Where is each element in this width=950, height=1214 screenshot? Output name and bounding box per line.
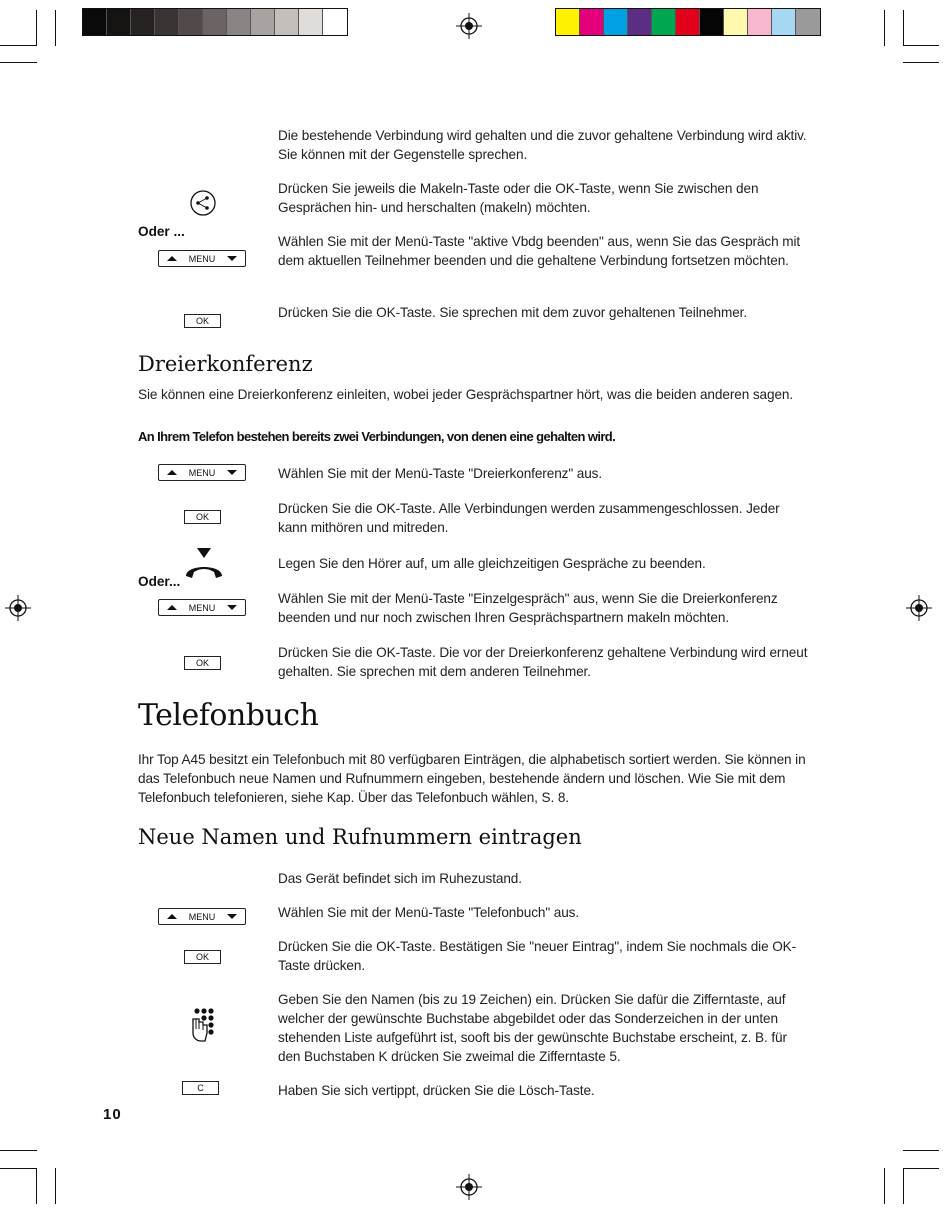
c-key-button: C xyxy=(182,1081,219,1095)
gray-swatch xyxy=(155,9,179,35)
registration-mark-icon xyxy=(456,13,482,39)
paragraph-telefonbuch-intro: Ihr Top A45 besitzt ein Telefonbuch mit 80 verfügbaren Einträgen, die alphabetisch sortiert werden. Sie können in das Telefonbuch neue Namen und Rufnummern eingeben, bestehende ändern und löschen. Wie Sie mit dem Telefonbuch telefonieren, siehe Kap. Über das Telefonbuch wählen, S. 8. xyxy=(138,752,806,805)
menu-key-button xyxy=(158,599,246,616)
step-neue-delete: Haben Sie sich vertippt, drücken Sie die Lösch-Taste. xyxy=(278,1083,595,1098)
page-number: 10 xyxy=(103,1106,122,1123)
gray-swatch xyxy=(107,9,131,35)
paragraph-dreier-condition: An Ihrem Telefon bestehen bereits zwei Verbindungen, von denen eine gehalten wird. xyxy=(138,429,616,444)
menu-key-label: MENU xyxy=(188,467,216,478)
process-swatch xyxy=(724,9,748,35)
paragraph-connection-active: Die bestehende Verbindung wird gehalten und die zuvor gehaltene Verbindung wird aktiv. Sie können mit der Gegenstelle sprechen. xyxy=(278,128,807,162)
step-neue-ok: Drücken Sie die OK-Taste. Bestätigen Sie "neuer Eintrag", indem Sie nochmals die OK-Taste drücken. xyxy=(278,939,797,973)
step-neue-ruhe: Das Gerät befindet sich im Ruhezustand. xyxy=(278,871,522,886)
arrow-up-icon xyxy=(167,470,177,475)
process-swatch xyxy=(652,9,676,35)
registration-mark-icon xyxy=(456,1174,482,1200)
gray-swatch xyxy=(299,9,323,35)
registration-mark-icon xyxy=(5,595,31,621)
step-neue-name: Geben Sie den Namen (bis zu 19 Zeichen) ein. Drücken Sie dafür die Zifferntaste, auf welcher der gewünschte Buchstabe abgebildet oder das Sonderzeichen in der unten stehenden Liste aufgeführt ist, sooft bis der gewünschte Buchstabe erscheint, z. B. für den Buchstaben K drücken Sie zweimal die Zifferntaste 5. xyxy=(278,992,787,1064)
paragraph-dreier-intro: Sie können eine Dreierkonferenz einleiten, wobei jeder Gesprächspartner hört, was die beiden anderen sagen. xyxy=(138,387,794,402)
registration-mark-icon xyxy=(906,595,932,621)
step-neue-menu: Wählen Sie mit der Menü-Taste "Telefonbuch" aus. xyxy=(278,905,580,920)
process-swatch xyxy=(580,9,604,35)
arrow-down-icon xyxy=(227,256,237,261)
oder-label: Oder... xyxy=(138,574,181,589)
menu-key-label: MENU xyxy=(188,911,216,922)
arrow-down-icon xyxy=(227,470,237,475)
process-swatch xyxy=(748,9,772,35)
step-dreier-hangup: Legen Sie den Hörer auf, um alle gleichzeitigen Gespräche zu beenden. xyxy=(278,556,706,571)
arrow-up-icon xyxy=(167,605,177,610)
process-swatch xyxy=(628,9,652,35)
gray-swatch xyxy=(275,9,299,35)
gray-swatch xyxy=(203,9,227,35)
step-dreier-einzel: Wählen Sie mit der Menü-Taste "Einzelgespräch" aus, wenn Sie die Dreierkonferenz beenden und nur noch zwischen Ihren Gesprächspartnern makeln möchten. xyxy=(278,591,778,625)
process-swatch xyxy=(796,9,820,35)
gray-swatch xyxy=(83,9,107,35)
step-dreier-select: Wählen Sie mit der Menü-Taste "Dreierkonferenz" aus. xyxy=(278,466,603,481)
gray-swatch xyxy=(179,9,203,35)
arrow-up-icon xyxy=(167,256,177,261)
gray-swatch xyxy=(227,9,251,35)
process-swatch xyxy=(556,9,580,35)
heading-telefonbuch: Telefonbuch xyxy=(138,698,319,733)
oder-label: Oder ... xyxy=(138,224,185,239)
arrow-down-icon xyxy=(227,914,237,919)
step-dreier-ok-end: Drücken Sie die OK-Taste. Die vor der Dreierkonferenz gehaltene Verbindung wird erneut gehalten. Sie sprechen mit dem anderen Teilnehmer. xyxy=(278,645,808,679)
process-swatch xyxy=(700,9,724,35)
process-swatch xyxy=(676,9,700,35)
menu-key-label: MENU xyxy=(188,253,216,264)
paragraph-makeln: Drücken Sie jeweils die Makeln-Taste oder die OK-Taste, wenn Sie zwischen den Gesprächen hin- und herschalten (makeln) möchten. xyxy=(278,181,759,215)
handset-hangup-icon xyxy=(182,546,226,582)
makeln-icon xyxy=(190,190,216,216)
heading-neue-namen: Neue Namen und Rufnummern eintragen xyxy=(138,825,582,849)
heading-dreierkonferenz: Dreierkonferenz xyxy=(138,352,313,376)
arrow-up-icon xyxy=(167,914,177,919)
gray-swatch xyxy=(251,9,275,35)
grayscale-color-bar xyxy=(82,8,348,36)
ok-key-button: OK xyxy=(184,510,221,524)
menu-key-label: MENU xyxy=(188,602,216,613)
process-color-bar xyxy=(555,8,821,36)
menu-key-button xyxy=(158,464,246,481)
gray-swatch xyxy=(131,9,155,35)
menu-key-button xyxy=(158,250,246,267)
paragraph-aktive-vbdg: Wählen Sie mit der Menü-Taste "aktive Vbdg beenden" aus, wenn Sie das Gespräch mit dem aktuellen Teilnehmer beenden und die gehaltene Verbindung fortsetzen möchten. xyxy=(278,234,801,268)
arrow-down-icon xyxy=(227,605,237,610)
paragraph-ok-hold: Drücken Sie die OK-Taste. Sie sprechen mit dem zuvor gehaltenen Teilnehmer. xyxy=(278,305,748,320)
process-swatch xyxy=(604,9,628,35)
gray-swatch xyxy=(323,9,347,35)
process-swatch xyxy=(772,9,796,35)
ok-key-button: OK xyxy=(184,314,221,328)
keypad-icon xyxy=(189,1007,217,1043)
step-dreier-ok: Drücken Sie die OK-Taste. Alle Verbindungen werden zusammengeschlossen. Jeder kann mithören und mitreden. xyxy=(278,501,780,535)
ok-key-button: OK xyxy=(184,656,221,670)
ok-key-button: OK xyxy=(184,950,221,964)
menu-key-button xyxy=(158,908,246,925)
